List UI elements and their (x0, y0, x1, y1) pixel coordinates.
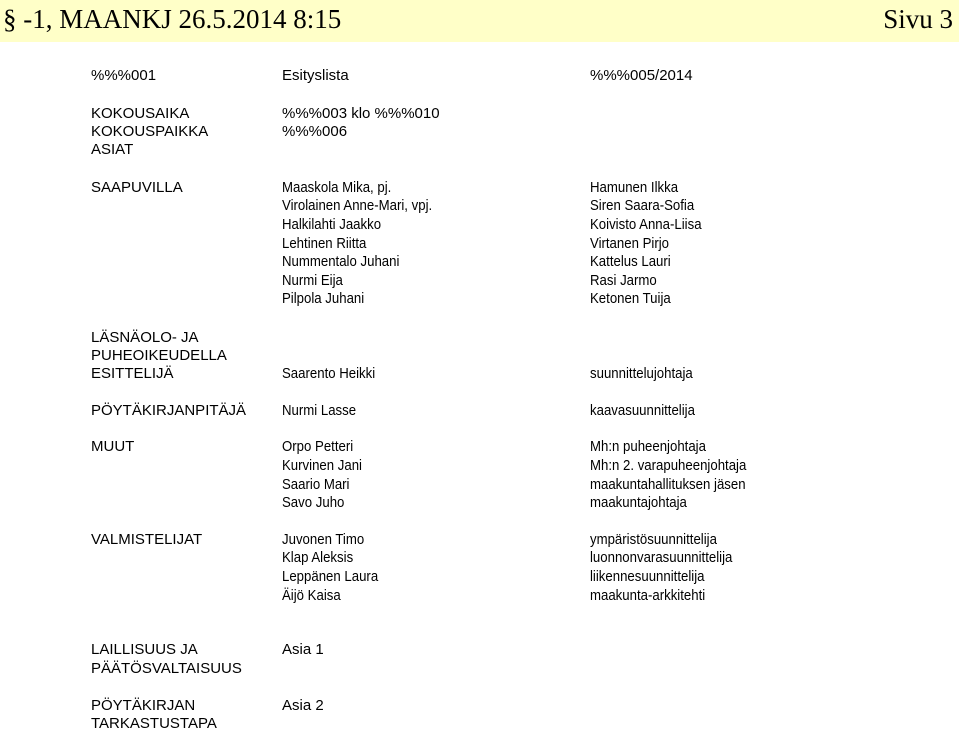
attendance-label: PUHEOIKEUDELLA (91, 347, 227, 364)
page-number: Sivu 3 (883, 4, 953, 34)
present-member: Pilpola Juhani (282, 290, 365, 307)
other-role: maakuntajohtaja (590, 494, 687, 511)
legality-label: PÄÄTÖSVALTAISUUS (91, 660, 242, 677)
other-name: Savo Juho (282, 494, 345, 511)
presenter-name: Saarento Heikki (282, 365, 376, 382)
present-member: Virtanen Pirjo (590, 235, 670, 252)
present-member: Lehtinen Riitta (282, 235, 367, 252)
minutes-check-label: PÖYTÄKIRJAN (91, 697, 196, 714)
present-member: Koivisto Anna-Liisa (590, 216, 702, 233)
present-member: Hamunen Ilkka (590, 179, 679, 196)
legality-item: Asia 1 (282, 641, 324, 658)
header-title: § -1, MAANKJ 26.5.2014 8:15 (3, 4, 342, 34)
secretary-role: kaavasuunnittelija (590, 402, 695, 419)
meeting-time-label: KOKOUSAIKA (91, 105, 190, 122)
legality-label: LAILLISUUS JA (91, 641, 198, 658)
minutes-check-item: Asia 2 (282, 697, 324, 714)
other-name: Kurvinen Jani (282, 457, 362, 474)
preparer-role: maakunta-arkkitehti (590, 587, 706, 604)
preparer-name: Leppänen Laura (282, 568, 379, 585)
present-member: Nummentalo Juhani (282, 253, 400, 270)
preparers-label: VALMISTELIJAT (91, 531, 203, 548)
present-member: Ketonen Tuija (590, 290, 671, 307)
present-member: Siren Saara-Sofia (590, 197, 695, 214)
present-member: Rasi Jarmo (590, 272, 657, 289)
present-member: Maaskola Mika, pj. (282, 179, 392, 196)
presenter-role: suunnittelujohtaja (590, 365, 693, 382)
meeting-place-value: %%%006 (282, 123, 348, 140)
document-title: Esityslista (282, 67, 349, 84)
present-member: Kattelus Lauri (590, 253, 671, 270)
other-role: Mh:n 2. varapuheenjohtaja (590, 457, 747, 474)
secretary-name: Nurmi Lasse (282, 402, 357, 419)
page-header (0, 0, 959, 42)
present-label: SAAPUVILLA (91, 179, 183, 196)
other-name: Orpo Petteri (282, 438, 354, 455)
preparer-name: Äijö Kaisa (282, 587, 341, 604)
meeting-time-value: %%%003 klo %%%010 (282, 105, 440, 122)
preparer-role: ympäristösuunnittelija (590, 531, 717, 548)
secretary-label: PÖYTÄKIRJANPITÄJÄ (91, 402, 247, 419)
preparer-role: liikennesuunnittelija (590, 568, 705, 585)
other-name: Saario Mari (282, 476, 350, 493)
document-code: %%%001 (91, 67, 157, 84)
other-role: Mh:n puheenjohtaja (590, 438, 706, 455)
minutes-check-label: TARKASTUSTAPA (91, 715, 217, 732)
presenter-label: ESITTELIJÄ (91, 365, 174, 382)
preparer-role: luonnonvarasuunnittelija (590, 549, 733, 566)
attendance-label: LÄSNÄOLO- JA (91, 329, 199, 346)
present-member: Virolainen Anne-Mari, vpj. (282, 197, 433, 214)
present-member: Halkilahti Jaakko (282, 216, 382, 233)
preparer-name: Juvonen Timo (282, 531, 365, 548)
preparer-name: Klap Aleksis (282, 549, 354, 566)
other-role: maakuntahallituksen jäsen (590, 476, 746, 493)
meeting-items-label: ASIAT (91, 141, 134, 158)
others-label: MUUT (91, 438, 135, 455)
present-member: Nurmi Eija (282, 272, 343, 289)
document-reference: %%%005/2014 (590, 67, 693, 84)
meeting-place-label: KOKOUSPAIKKA (91, 123, 209, 140)
